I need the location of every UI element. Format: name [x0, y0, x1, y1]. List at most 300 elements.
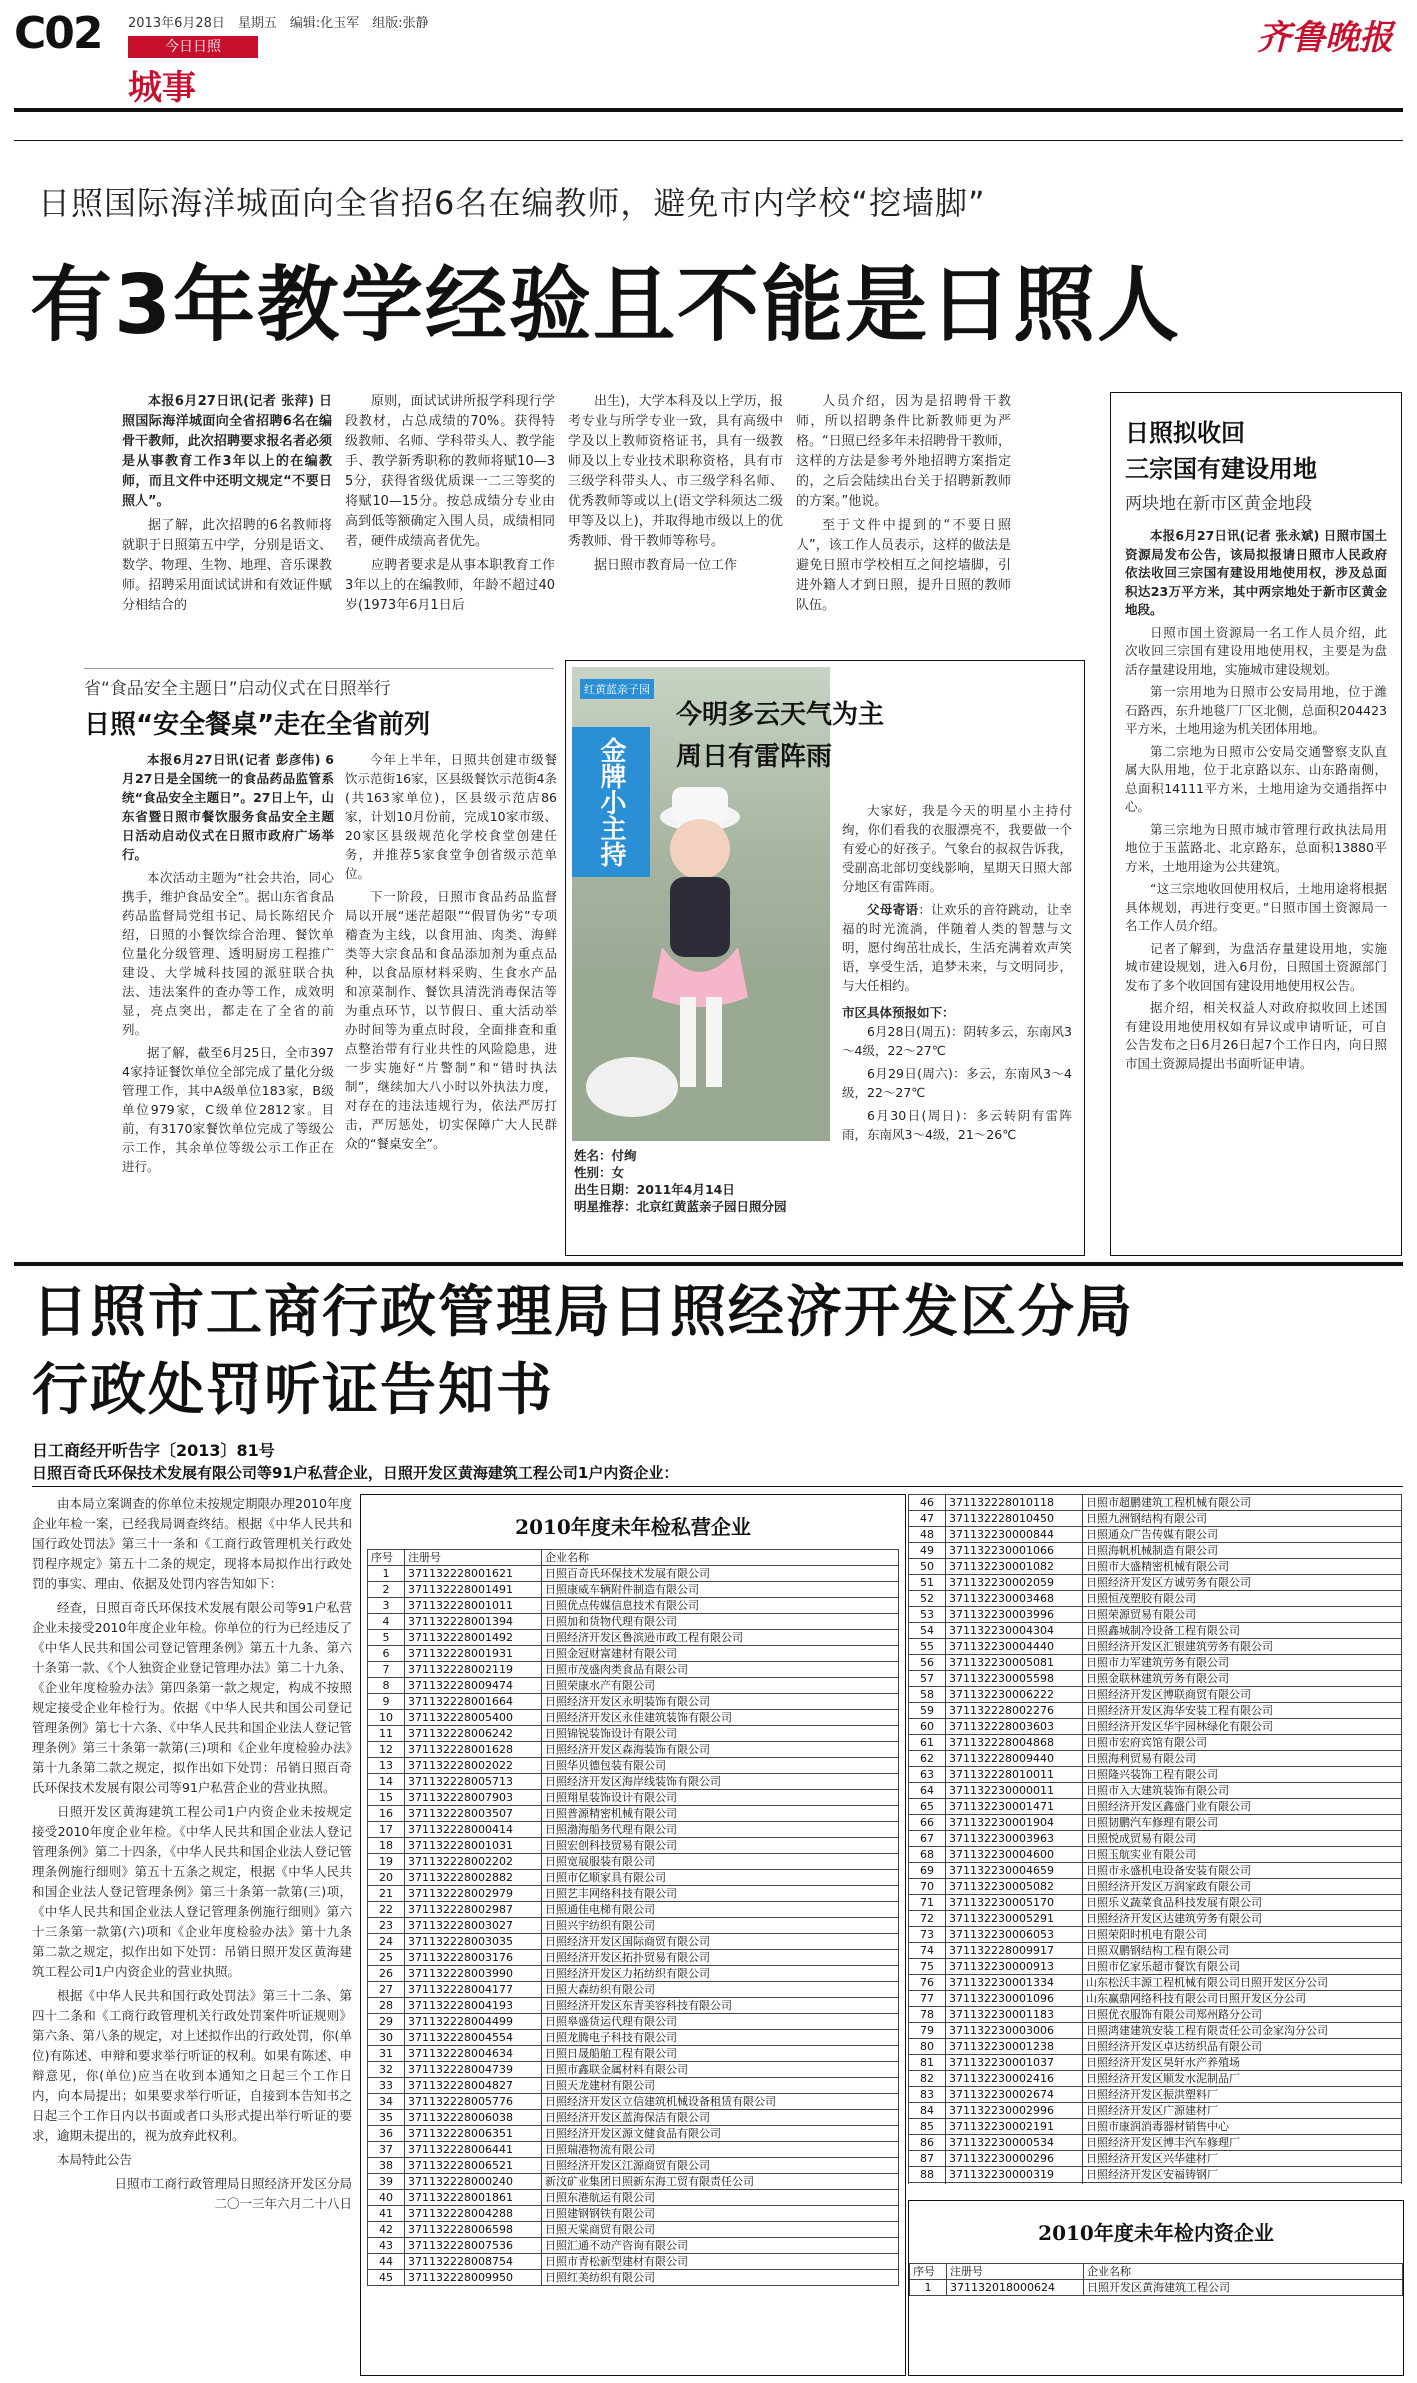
registration-number: 371132230001066 [946, 1543, 1083, 1559]
registration-number: 371132230004440 [946, 1639, 1083, 1655]
table-row [368, 2110, 899, 2126]
table-row [368, 1966, 899, 1982]
table-row [909, 1959, 1402, 1975]
table-row [909, 2135, 1402, 2151]
registration-number: 371132228002882 [405, 1870, 542, 1886]
company-name: 日照市超鹏建筑工程机械有限公司 [1083, 1495, 1402, 1511]
table-row [909, 1879, 1402, 1895]
notice-p4: 根据《中华人民共和国行政处罚法》第三十二条、第四十二条和《工商行政管理机关行政处罚案件听证规则》第六条、第八条的规定，对上述拟作出的行政处罚，你(单位)有陈述、申辩和要求举行听证的权利。如果有陈述、申辩意见，你(单位)应当在收到本通知之日起三个工作日内，向本局提出；如果要求举行听证，自接到本告知书之日起三个工作日内以书面或者口头形式提出举行听证的要求，逾期未提出的，视为放弃此权利。 [32, 1988, 352, 2143]
registration-number: 371132228005776 [405, 2094, 542, 2110]
land-title-1: 日照拟收回 [1125, 419, 1245, 447]
table-row [909, 1687, 1402, 1703]
table-row [368, 1790, 899, 1806]
company-name: 日照开发区黄海建筑工程公司 [1084, 2280, 1403, 2296]
company-name: 日照鸿建建筑安装工程有限责任公司金家沟分公司 [1083, 2023, 1402, 2039]
row-number: 80 [909, 2039, 946, 2055]
row-number: 78 [909, 2007, 946, 2023]
registration-number: 371132228010118 [946, 1495, 1083, 1511]
story1-column-3 [568, 392, 783, 580]
table-row [909, 2055, 1402, 2071]
company-name: 日照华贝德包装有限公司 [542, 1758, 899, 1774]
company-name: 日照恒茂塑胶有限公司 [1083, 1591, 1402, 1607]
table-row [909, 1495, 1402, 1511]
table-row [368, 2190, 899, 2206]
row-number: 48 [909, 1527, 946, 1543]
company-name: 日照经济开发区鲁滨逊市政工程有限公司 [542, 1630, 899, 1646]
table-row [909, 1623, 1402, 1639]
company-name: 日照康威车辆附件制造有限公司 [542, 1582, 899, 1598]
table-row [909, 1767, 1402, 1783]
registration-number: 371132230000844 [946, 1527, 1083, 1543]
row-number: 1 [368, 1566, 405, 1582]
registration-number: 371132228002119 [405, 1662, 542, 1678]
registration-number: 371132228009474 [405, 1678, 542, 1694]
row-number: 52 [909, 1591, 946, 1607]
table-row [368, 1662, 899, 1678]
registration-number: 371132228009950 [405, 2270, 542, 2286]
registration-number: 371132228001664 [405, 1694, 542, 1710]
table-row [368, 1902, 899, 1918]
company-name: 日照金联林建筑劳务有限公司 [1083, 1671, 1402, 1687]
registration-number: 371132230001082 [946, 1559, 1083, 1575]
company-name: 日照经济开发区蓝海保洁有限公司 [542, 2110, 899, 2126]
food-rule [84, 668, 554, 669]
company-name: 日照荣阳时机电有限公司 [1083, 1927, 1402, 1943]
table-row [368, 1566, 899, 1582]
company-name: 日照红美纺织有限公司 [542, 2270, 899, 2286]
weather-box [565, 660, 1085, 1256]
company-name: 日照经济开发区永明装饰有限公司 [542, 1694, 899, 1710]
row-number: 61 [909, 1735, 946, 1751]
private-table-title: 2010年度未年检私营企业 [515, 1515, 751, 1539]
notice-p1: 由本局立案调查的你单位未按规定期限办理2010年度企业年检一案，已经我局调查终结。根据《中华人民共和国行政处罚法》第三十一条和《工商行政管理机关行政处罚程序规定》第五十二条的规定，现将本局拟作出行政处罚的事实、理由、依据及处罚内容告知如下： [32, 1496, 352, 1591]
forecast-title: 市区具体预报如下： [842, 1005, 955, 1020]
company-name: 日照东港航运有限公司 [542, 2190, 899, 2206]
company-name: 日照普源精密机械有限公司 [542, 1806, 899, 1822]
private-table-cont-box [908, 1494, 1403, 2184]
table-row [368, 1870, 899, 1886]
registration-number: 371132228002979 [405, 1886, 542, 1902]
company-name: 日照宏创科技贸易有限公司 [542, 1838, 899, 1854]
registration-number: 371132228004739 [405, 2062, 542, 2078]
company-name: 日照经济开发区万润家政有限公司 [1083, 1879, 1402, 1895]
table-row [368, 2062, 899, 2078]
forecast-day-1: 6月28日(周五)：阴转多云，东南风3～4级，22～27℃ [842, 1024, 1072, 1058]
table-row [909, 1799, 1402, 1815]
table-row [368, 1886, 899, 1902]
weather-title-2: 周日有雷阵雨 [676, 742, 833, 772]
table-row [368, 1678, 899, 1694]
story1-column-1 [122, 392, 332, 620]
row-number: 81 [909, 2055, 946, 2071]
table-row [368, 1822, 899, 1838]
row-number: 13 [368, 1758, 405, 1774]
story1-subtitle: 日照国际海洋城面向全省招6名在编教师，避免市内学校“挖墙脚” [38, 184, 986, 222]
table-row [368, 1582, 899, 1598]
company-name: 日照百奇氏环保技术发展有限公司 [542, 1566, 899, 1582]
registration-number: 371132228002987 [405, 1902, 542, 1918]
company-name: 日照市宏府宾馆有限公司 [1083, 1735, 1402, 1751]
table-row [909, 2023, 1402, 2039]
registration-number: 371132230003468 [946, 1591, 1083, 1607]
registration-number: 371132228006242 [405, 1726, 542, 1742]
registration-number: 371132230000011 [946, 1783, 1083, 1799]
table-row [909, 2183, 1402, 2185]
company-name: 日照经济开发区顺发水泥制品厂 [1083, 2071, 1402, 2087]
company-name: 日照经济开发区江源商贸有限公司 [542, 2158, 899, 2174]
company-name: 日照市青松新型建材有限公司 [542, 2254, 899, 2270]
company-name: 日照市永盛机电设备安装有限公司 [1083, 1863, 1402, 1879]
company-name: 日照汇通不动产咨询有限公司 [542, 2238, 899, 2254]
land-p5: 第三宗地为日照市城市管理行政执法局用地位于玉蓝路北、北京路东，总面积13880平方米，土地用途为公共建筑。 [1125, 821, 1387, 874]
row-number: 62 [909, 1751, 946, 1767]
table-row [368, 2238, 899, 2254]
row-number: 68 [909, 1847, 946, 1863]
story1-col2-p1: 原则，面试试讲所报学科现行学段教材，占总成绩的70%。获得特级教师、名师、学科带头人、教学能手、教学新秀职称的教师将赋10—35分，获得省级优质课一二三等奖的将赋10—15分。按总成绩分专业由高到低等额确定入围人员，成绩相同者，硬件成绩高者优先。 [345, 394, 555, 549]
table-row [368, 2014, 899, 2030]
row-number: 35 [368, 2110, 405, 2126]
host-badge-small: 红黄蓝亲子园 [580, 679, 654, 699]
table-row [368, 1726, 899, 1742]
registration-number: 371132230000913 [946, 1959, 1083, 1975]
row-number: 64 [909, 1783, 946, 1799]
private-table-cont [908, 1494, 1402, 2184]
registration-number: 371132230004659 [946, 1863, 1083, 1879]
table-row [909, 1543, 1402, 1559]
row-number: 39 [368, 2174, 405, 2190]
registration-number: 371132228001394 [405, 1614, 542, 1630]
story1-col3-p1: 出生)，大学本科及以上学历，报考专业与所学专业一致，具有高级中学及以上教师资格证书，具有一级教师及以上专业技术职称资格，具有市三级学科带头人、市三级学科名师、优秀教师等或以上(语文学科须达二级甲等及以上)，并取得地市级以上的优秀教师、骨干教师等称号。 [568, 394, 783, 549]
registration-number: 371132230005291 [946, 1911, 1083, 1927]
company-name: 日照双鹏钢结构工程有限公司 [1083, 1943, 1402, 1959]
company-name: 日照翔星装饰设计有限公司 [542, 1790, 899, 1806]
row-number: 26 [368, 1966, 405, 1982]
table-row [909, 1719, 1402, 1735]
company-name: 山东赢鼎网络科技有限公司日照开发区分公司 [1083, 1991, 1402, 2007]
row-number: 19 [368, 1854, 405, 1870]
row-number: 2 [368, 1582, 405, 1598]
registration-number: 371132228004499 [405, 2014, 542, 2030]
land-p8: 据介绍，相关权益人对政府拟收回上述国有建设用地使用权如有异议或申请听证，可自公告发布之日6月26日起7个工作日内，向日照市国土资源局提出书面听证申请。 [1125, 1000, 1387, 1071]
land-title-2: 三宗国有建设用地 [1125, 455, 1317, 483]
registration-number: 371132230006053 [946, 1927, 1083, 1943]
row-number: 22 [368, 1902, 405, 1918]
registration-number: 371132228004868 [946, 1735, 1083, 1751]
forecast-day-2: 6月29日(周六)：多云，东南风3～4级，22～27℃ [842, 1066, 1072, 1100]
registration-number: 371132230002416 [946, 2071, 1083, 2087]
row-number: 75 [909, 1959, 946, 1975]
registration-number: 371132230002191 [946, 2119, 1083, 2135]
table-row [368, 2174, 899, 2190]
row-number: 67 [909, 1831, 946, 1847]
domestic-table [909, 2263, 1403, 2296]
table-row [368, 1998, 899, 2014]
company-name: 日照宽展服装有限公司 [542, 1854, 899, 1870]
row-number: 63 [909, 1767, 946, 1783]
weather-text [842, 801, 1072, 1148]
table-row [910, 2280, 1403, 2296]
row-number: 47 [909, 1511, 946, 1527]
row-number: 69 [909, 1863, 946, 1879]
company-name: 日照海利贸易有限公司 [1083, 1751, 1402, 1767]
table-row [909, 2151, 1402, 2167]
table-row [368, 2030, 899, 2046]
land-p2: 日照市国土资源局一名工作人员介绍，此次收回三宗国有建设用地使用权，主要是为盘活存量建设用地，实施城市建设规划。 [1125, 624, 1387, 677]
table-row [909, 2039, 1402, 2055]
registration-number: 371132018000624 [947, 2280, 1084, 2296]
table-row [368, 1598, 899, 1614]
dom-header-name: 企业名称 [1084, 2264, 1403, 2280]
weather-title-1: 今明多云天气为主 [676, 700, 885, 730]
row-number: 41 [368, 2206, 405, 2222]
notice-addressee: 日照百奇氏环保技术发展有限公司等91户私营企业，日照开发区黄海建筑工程公司1户内资企业： [32, 1464, 679, 1482]
table-row [368, 1694, 899, 1710]
registration-number: 371132228003027 [405, 1918, 542, 1934]
host-profile [574, 1147, 830, 1215]
domestic-table-title: 2010年度未年检内资企业 [1038, 2221, 1274, 2245]
registration-number: 371132228007903 [405, 1790, 542, 1806]
table-row [909, 2119, 1402, 2135]
dom-header-reg: 注册号 [947, 2264, 1084, 2280]
company-name: 日照经济开发区森海装饰有限公司 [542, 1742, 899, 1758]
table-row [909, 1991, 1402, 2007]
registration-number: 371132228006598 [405, 2222, 542, 2238]
row-number: 74 [909, 1943, 946, 1959]
row-number: 86 [909, 2135, 946, 2151]
land-subtitle: 两块地在新市区黄金地段 [1125, 494, 1312, 514]
registration-number: 371132228009917 [946, 1943, 1083, 1959]
table-row [909, 1831, 1402, 1847]
registration-number: 371132228001491 [405, 1582, 542, 1598]
row-number: 83 [909, 2087, 946, 2103]
registration-number: 371132230001238 [946, 2039, 1083, 2055]
company-name: 日照优衣服饰有限公司郑州路分公司 [1083, 2007, 1402, 2023]
table-row [368, 1614, 899, 1630]
row-number: 72 [909, 1911, 946, 1927]
company-name: 日照经济开发区鑫盛门业有限公司 [1083, 1799, 1402, 1815]
company-name: 日照市亿家乐超市餐饮有限公司 [1083, 1959, 1402, 1975]
company-name: 日照乐义蔬菜食品科技发展有限公司 [1083, 1895, 1402, 1911]
company-name: 日照九洲钢结构有限公司 [1083, 1511, 1402, 1527]
table-row [909, 1943, 1402, 1959]
table-row [368, 1630, 899, 1646]
company-name: 山东松沃丰源工程机械有限公司日照开发区分公司 [1083, 1975, 1402, 1991]
row-number: 54 [909, 1623, 946, 1639]
row-number: 87 [909, 2151, 946, 2167]
registration-number: 371132230003996 [946, 1607, 1083, 1623]
row-number: 7 [368, 1662, 405, 1678]
registration-number: 371132230000534 [946, 2135, 1083, 2151]
company-name: 日照悦成贸易有限公司 [1083, 1831, 1402, 1847]
company-name: 日照经济开发区兴华建材厂 [1083, 2151, 1402, 2167]
company-name: 日照经济开发区达建筑劳务有限公司 [1083, 1911, 1402, 1927]
registration-number: 371132228004827 [405, 2078, 542, 2094]
row-number: 88 [909, 2167, 946, 2183]
row-number: 15 [368, 1790, 405, 1806]
row-number: 53 [909, 1607, 946, 1623]
table-row [909, 2071, 1402, 2087]
company-name: 日照锦锐装饰设计有限公司 [542, 1726, 899, 1742]
row-number: 1 [910, 2280, 947, 2296]
registration-number: 371132230001904 [946, 1815, 1083, 1831]
row-number: 79 [909, 2023, 946, 2039]
company-name: 日照加和货物代理有限公司 [542, 1614, 899, 1630]
table-row [909, 1703, 1402, 1719]
row-number: 46 [909, 1495, 946, 1511]
company-name: 日照荣源贸易有限公司 [1083, 1607, 1402, 1623]
story1-col4-p2: 至于文件中提到的“不要日照人”，该工作人员表示，这样的做法是避免日照市学校相互之间挖墙脚，引进外籍人才到日照，提升日照的教师队伍。 [796, 518, 1011, 613]
table-row [909, 1655, 1402, 1671]
company-name: 日照龙腾电子科技有限公司 [542, 2030, 899, 2046]
table-row [909, 2167, 1402, 2183]
table-row [368, 2142, 899, 2158]
land-p3: 第一宗用地为日照市公安局用地，位于潍石路西，东升地毯厂厂区北侧，总面积204423平方米，土地用途为机关团体用地。 [1125, 684, 1387, 736]
row-number: 3 [368, 1598, 405, 1614]
row-number: 70 [909, 1879, 946, 1895]
company-name: 日照经济开发区昊轩水产养殖场 [1083, 2055, 1402, 2071]
row-number: 42 [368, 2222, 405, 2238]
company-name: 日照经济开发区海岸线装饰有限公司 [542, 1774, 899, 1790]
row-number: 16 [368, 1806, 405, 1822]
registration-number: 371132228010450 [946, 1511, 1083, 1527]
notice-title-2: 行政处罚听证告知书 [32, 1358, 554, 1423]
table-row [368, 1950, 899, 1966]
registration-number: 371132228001861 [405, 2190, 542, 2206]
story1-col1-p1: 本报6月27日讯(记者 张萍) 日照国际海洋城面向全省招聘6名在编骨干教师，此次招聘要求报名者必须是从事教育工作3年以上的在编教师，而且文件中还明文规定“不要日照人”。 [122, 394, 332, 509]
col-header-name: 企业名称 [542, 1550, 899, 1566]
mid-rule [14, 1262, 1403, 1266]
registration-number: 371132228007536 [405, 2238, 542, 2254]
story1-col4-p1: 人员介绍，因为是招聘骨干教师，所以招聘条件比新教师更为严格。“日照已经多年未招聘骨干教师，这样的方法是参考外地招聘方案指定的，之后会陆续出台关于招聘新教师的方案。”他说。 [796, 394, 1011, 509]
table-row [368, 2206, 899, 2222]
registration-number: 371132228003603 [946, 1719, 1083, 1735]
host-badge: 金牌小主持 [572, 727, 650, 877]
registration-number: 371132228004193 [405, 1998, 542, 2014]
company-name [1083, 2183, 1402, 2185]
row-number: 43 [368, 2238, 405, 2254]
table-row [909, 2087, 1402, 2103]
table-row [909, 1607, 1402, 1623]
parent-label: 父母寄语 [867, 902, 919, 917]
table-row [368, 2270, 899, 2286]
table-row [368, 2222, 899, 2238]
notice-sign: 日照市工商行政管理局日照经济开发区分局 [114, 2176, 352, 2191]
row-number: 8 [368, 1678, 405, 1694]
notice-date: 二〇一三年六月二十八日 [214, 2196, 352, 2211]
table-row [909, 1735, 1402, 1751]
table-row [368, 2078, 899, 2094]
row-number: 71 [909, 1895, 946, 1911]
land-sidebar [1110, 392, 1402, 1256]
private-table-box [360, 1494, 906, 2376]
row-number: 28 [368, 1998, 405, 2014]
registration-number: 371132230004304 [946, 1623, 1083, 1639]
company-name: 日照皋盛货运代理有限公司 [542, 2014, 899, 2030]
food-column-1 [122, 750, 334, 1180]
company-name: 日照市康润消毒器材销售中心 [1083, 2119, 1402, 2135]
profile-recommend: 明星推荐：北京红黄蓝亲子园日照分园 [574, 1199, 787, 1214]
table-row [909, 1895, 1402, 1911]
row-number: 29 [368, 2014, 405, 2030]
registration-number: 371132228003507 [405, 1806, 542, 1822]
registration-number: 371132228001931 [405, 1646, 542, 1662]
table-row [368, 1646, 899, 1662]
newspaper-logo: 齐鲁晚报 [1257, 18, 1393, 58]
registration-number: 371132228005713 [405, 1774, 542, 1790]
table-row [909, 1511, 1402, 1527]
registration-number: 371132230006222 [946, 1687, 1083, 1703]
section-title: 城事 [128, 68, 196, 108]
table-row [909, 1591, 1402, 1607]
food-col2-p1: 今年上半年，日照共创建市级餐饮示范街16家，区县级餐饮示范街4条(共163家单位)，区县级示范店86家，计划10月份前，完成10家市级、20家区县级规范化学校食堂创建任务，并推荐5家食堂争创省级示范单位。 [345, 752, 557, 881]
registration-number: 371132228006351 [405, 2126, 542, 2142]
top-rule [14, 140, 1403, 141]
food-column-2 [345, 750, 557, 1157]
company-name: 日照鑫城制冷设备工程有限公司 [1083, 1623, 1402, 1639]
registration-number: 371132230005081 [946, 1655, 1083, 1671]
story1-column-4 [796, 392, 1011, 620]
registration-number: 371132228004634 [405, 2046, 542, 2062]
food-col2-p2: 下一阶段，日照市食品药品监督局以开展“迷茫超限”“假冒伪劣”专项稽查为主线，以食用油、肉类、海鲜类等大宗食品和食品添加剂为重点品种，以食品原材料采购、生食水产品和凉菜制作、餐饮具清洗消毒保洁等为重点环节，以节假日、重大活动举办时间等为重点时段，全面排查和重点整治带有行业共性的风险隐患，进一步实施好“片警制”和“错时执法制”，继续加大八小时以外执法力度，对存在的违法违规行为，依法严厉打击，严厉惩处，切实保障广大人民群众的“餐桌安全”。 [345, 889, 557, 1151]
notice-p3: 日照开发区黄海建筑工程公司1户内资企业未按规定接受2010年度企业年检。《中华人民共和国企业法人登记管理条例》第二十四条，《中华人民共和国企业法人登记管理条例施行细则》第五十五条之规定，根据《中华人民共和国企业法人登记管理条例》第三十条第一款第(三)项，《中华人民共和国企业法人登记管理条例施行细则》第六十三条第一款第(六)项和《企业年度检验办法》第十九条第二款之规定，拟作出如下处罚：吊销日照开发区黄海建筑工程公司1户内资企业的营业执照。 [32, 1804, 352, 1979]
table-row [909, 2103, 1402, 2119]
row-number: 58 [909, 1687, 946, 1703]
row-number: 38 [368, 2158, 405, 2174]
company-name: 日照经济开发区华宇园林绿化有限公司 [1083, 1719, 1402, 1735]
registration-number: 371132230000319 [946, 2167, 1083, 2183]
registration-number: 371132230001037 [946, 2055, 1083, 2071]
table-row [909, 1527, 1402, 1543]
registration-number: 371132228000414 [405, 1822, 542, 1838]
table-row [909, 1975, 1402, 1991]
table-row [909, 1927, 1402, 1943]
registration-number: 371132228000240 [405, 2174, 542, 2190]
edition-meta: 2013年6月28日 星期五 编辑:化玉军 组版:张静 [128, 16, 429, 31]
table-row [909, 1751, 1402, 1767]
registration-number: 371132228004554 [405, 2030, 542, 2046]
company-name: 日照玉航实业有限公司 [1083, 1847, 1402, 1863]
registration-number: 371132228006521 [405, 2158, 542, 2174]
private-table [367, 1549, 899, 2286]
row-number: 60 [909, 1719, 946, 1735]
row-number: 31 [368, 2046, 405, 2062]
row-number: 50 [909, 1559, 946, 1575]
parent-text: ：让欢乐的音符跳动，让幸福的时光流淌，伴随着人类的智慧与文明，愿付绚茁壮成长，生活充满着欢声笑语，享受生活，追梦未来，与文明同步，与大任相约。 [842, 902, 1072, 993]
row-number: 40 [368, 2190, 405, 2206]
company-name: 日照兴宇纺织有限公司 [542, 1918, 899, 1934]
company-name: 日照经济开发区东青美容科技有限公司 [542, 1998, 899, 2014]
row-number: 20 [368, 1870, 405, 1886]
profile-birth: 出生日期：2011年4月14日 [574, 1182, 735, 1197]
land-p1: 本报6月27日讯(记者 张永斌) 日照市国土资源局发布公告，该局拟报请日照市人民政府依法收回三宗国有建设用地使用权，涉及总面积达23万平方米，其中两宗地处于新市区黄金地段。 [1125, 528, 1387, 617]
registration-number: 371132228001031 [405, 1838, 542, 1854]
row-number [909, 2183, 946, 2185]
company-name: 日照韧鹏汽车修理有限公司 [1083, 1815, 1402, 1831]
row-number: 4 [368, 1614, 405, 1630]
registration-number: 371132230004600 [946, 1847, 1083, 1863]
company-name: 日照市入大建筑装饰有限公司 [1083, 1783, 1402, 1799]
registration-number: 371132228006038 [405, 2110, 542, 2126]
registration-number: 371132228001011 [405, 1598, 542, 1614]
registration-number: 371132230001096 [946, 1991, 1083, 2007]
row-number: 21 [368, 1886, 405, 1902]
company-name: 日照通佳电梯有限公司 [542, 1902, 899, 1918]
row-number: 30 [368, 2030, 405, 2046]
company-name: 日照经济开发区卓达纺织品有限公司 [1083, 2039, 1402, 2055]
registration-number: 371132228002276 [946, 1703, 1083, 1719]
table-row [368, 1774, 899, 1790]
row-number: 73 [909, 1927, 946, 1943]
